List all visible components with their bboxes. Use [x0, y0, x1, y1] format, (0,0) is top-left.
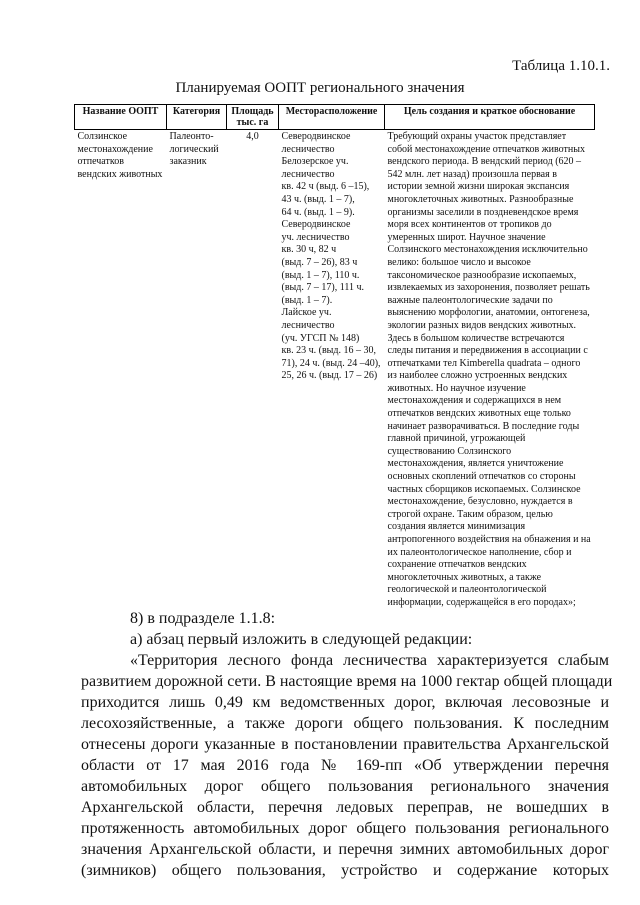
- location-line: 71), 24 ч. (выд. 24 –40),: [281, 357, 381, 369]
- location-line: 25, 26 ч. (выд. 17 – 26): [281, 370, 378, 382]
- cell-category: Палеонто-логический заказник: [169, 131, 219, 168]
- item-a-instruction: а) абзац первый изложить в следующей редакции:: [130, 631, 473, 648]
- location-line: кв. 42 ч (выд. 6 –15),: [281, 181, 370, 193]
- paragraph-line: области от 17 мая 2016 года № 169-пп «Об утверждении перечня: [81, 757, 609, 774]
- column-header-purpose: Цель создания и краткое обоснование: [385, 105, 595, 130]
- location-line: (выд. 1 – 7), 110 ч.: [281, 269, 360, 281]
- paragraph-line: лесохозяйственные, а также дороги общего пользования. К последним: [81, 715, 609, 732]
- location-line: лесничество: [281, 319, 335, 331]
- table-number: Таблица 1.10.1.: [512, 58, 610, 74]
- paragraph-line: протяженность автомобильных дорог общего пользования регионального: [81, 820, 609, 837]
- location-line: (уч. УГСП № 148): [281, 332, 360, 344]
- location-line: Белозерское уч.: [281, 156, 349, 168]
- paragraph-line: приходится лишь 0,49 км ведомственных дорог, включая лесовозные и: [81, 694, 609, 711]
- cell-purpose: Требующий охраны участок представляет собой местонахождение отпечатков животных вендского периода. В вендский период (620 – 542 млн. лет назад) произошла первая в истории земной жизни широкая экспансия многоклеточных животных. Разнообразные организмы заселили в поздневендское время моря всех континентов от тропиков до умеренных широт. Научное значение Солзинского местонахождения исключительно велико: большое число и высокое таксономическое разнообразие ископаемых, извлекаемых из захоронения, позволяет решать важные палеонтологические задачи по выяснению морфологии, анатомии, онтогенеза, экологии разных видов вендских животных. Здесь в большом количестве встречаются следы питания и передвижения в ассоциации с отпечатками тел Kimberella quadrata – одного из наиболее сложно устроенных вендских животных. Но научное изучение местонахождения и содержащихся в нем отпечатков вендских животных еще только начинает разворачиваться. В последние годы главной причиной, угрожающей существованию Солзинского местонахождения, является уничтожение основных скоплений отпечатков со стороны частных сборщиков ископаемых. Солзинское местонахождение, безусловно, нуждается в строгой охране. Таким образом, целью создания является минимизация антропогенного воздействия на обнажения и на их палеонтологическое наполнение, сбор и сохранение отпечатков вендских многоклеточных животных, а также геологической и палеонтологической информации, содержащейся в его породах»;: [387, 131, 591, 608]
- table-header-row: [75, 105, 595, 130]
- paragraph-line: автомобильных дорог общего пользования регионального значения: [81, 778, 609, 795]
- paragraph-line: развитием дорожной сети. В настоящие время на 1000 гектар общей площади: [81, 673, 613, 690]
- location-line: кв. 30 ч, 82 ч: [281, 244, 337, 256]
- location-line: 43 ч. (выд. 1 – 7),: [281, 193, 355, 205]
- paragraph-line: значения Архангельской области, и перечня зимних автомобильных дорог: [81, 841, 609, 858]
- column-header-name: Название ООПТ: [75, 105, 167, 130]
- amended-paragraph: [81, 650, 613, 881]
- location-line: Северодвинское: [281, 219, 351, 231]
- column-header-location: Месторасположение: [279, 105, 385, 130]
- paragraph-line: (зимников) общего пользования, устройство и содержание которых: [81, 862, 609, 879]
- location-line: уч. лесничество: [281, 231, 350, 243]
- location-line: Северодвинское: [281, 131, 351, 142]
- cell-name: Солзинское местонахождение отпечатков вендских животных: [77, 131, 163, 180]
- location-line: (выд. 1 – 7).: [281, 294, 333, 306]
- cell-location: [279, 130, 385, 611]
- column-header-area: Площадь тыс. га: [227, 105, 279, 130]
- location-line: Лайское уч.: [281, 307, 332, 319]
- cell-area: 4,0: [246, 131, 259, 142]
- location-line: (выд. 7 – 17), 111 ч.: [281, 282, 364, 294]
- location-line: 64 ч. (выд. 1 – 9).: [281, 206, 355, 218]
- paragraph-line: отнесены дороги указанные в постановлении правительства Архангельской: [81, 736, 609, 753]
- paragraph-line: Архангельской области, перечня ледовых переправ, не вошедших в: [81, 799, 609, 816]
- table-title: Планируемая ООПТ регионального значения: [175, 80, 465, 96]
- location-line: кв. 23 ч. (выд. 16 – 30,: [281, 345, 376, 357]
- column-header-category: Категория: [167, 105, 227, 130]
- oopt-table: [74, 104, 595, 611]
- location-line: лесничество: [281, 168, 335, 180]
- paragraph-line: «Территория лесного фонда лесничества характеризуется слабым: [130, 652, 609, 669]
- table-row: [75, 130, 595, 611]
- location-line: (выд. 7 – 26), 83 ч: [281, 256, 358, 268]
- location-line: лесничество: [281, 143, 335, 155]
- item-8-heading: 8) в подразделе 1.1.8:: [130, 610, 276, 627]
